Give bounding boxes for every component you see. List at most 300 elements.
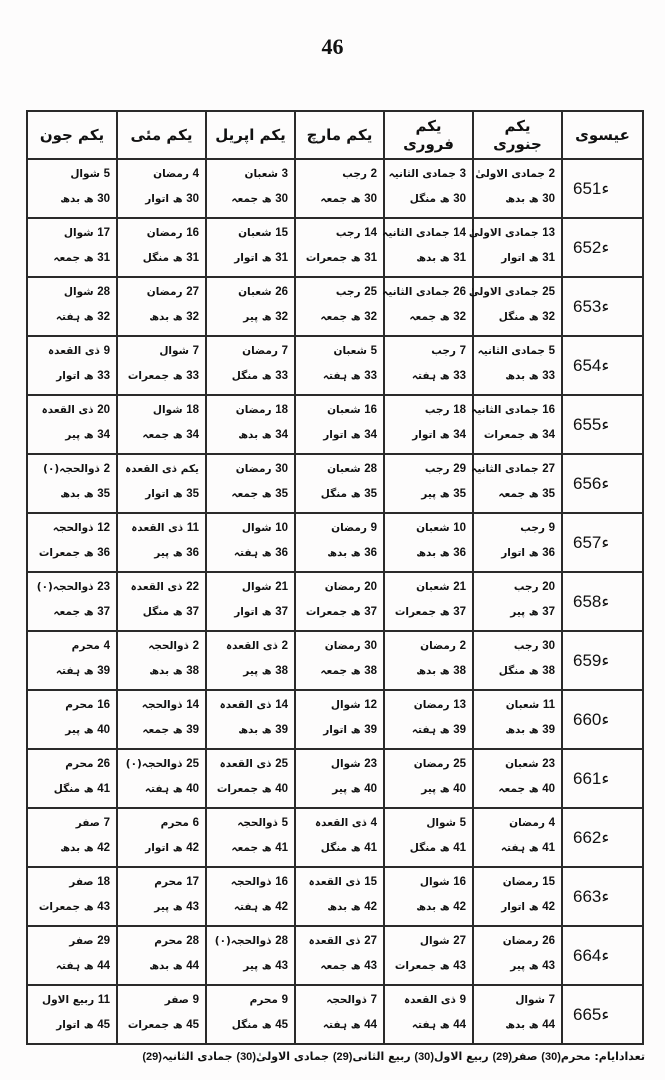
hijri-month: رجب bbox=[335, 227, 361, 239]
date-cell-inner bbox=[207, 809, 294, 866]
year-cell-inner bbox=[563, 514, 642, 571]
date-cell-inner bbox=[28, 632, 116, 689]
weekday: اتوار bbox=[56, 370, 81, 382]
date-cell bbox=[117, 513, 206, 572]
weekday: اتوار bbox=[145, 193, 170, 205]
hijri-year-number: 42 bbox=[275, 901, 288, 913]
hijri-month: ذی القعدہ bbox=[308, 876, 361, 888]
weekday-line: 35 ھ منگل bbox=[320, 488, 377, 500]
hijri-year-number: 41 bbox=[542, 842, 555, 854]
hijri-day-number: 27 bbox=[364, 935, 377, 947]
date-cell-inner bbox=[118, 160, 205, 217]
weekday-line: 44 ھ ہفتہ bbox=[411, 1019, 466, 1031]
weekday-line: 39 ھ بدھ bbox=[505, 724, 555, 736]
year-cell-inner bbox=[563, 455, 642, 512]
date-cell bbox=[473, 926, 562, 985]
table-row bbox=[27, 277, 643, 336]
weekday: جمعہ bbox=[498, 783, 526, 795]
year-cell-inner bbox=[563, 573, 642, 630]
date-cell bbox=[27, 336, 117, 395]
date-cell bbox=[27, 631, 117, 690]
hijri-day-number: 23 bbox=[97, 581, 110, 593]
hijri-month: شعبان bbox=[505, 758, 539, 770]
hijri-date-line bbox=[475, 168, 555, 180]
footer-days: (30) bbox=[414, 1051, 434, 1063]
weekday-line: 36 ھ ہفتہ bbox=[233, 547, 288, 559]
hijri-day-number: 9 bbox=[103, 345, 110, 357]
hijri-date-line bbox=[124, 699, 199, 711]
hijri-day-number: 9 bbox=[459, 994, 466, 1006]
hijri-day-number: 29 bbox=[97, 935, 110, 947]
date-cell bbox=[117, 631, 206, 690]
date-cell-inner bbox=[207, 927, 294, 984]
date-cell bbox=[468, 277, 562, 336]
footer-days: (30) bbox=[236, 1051, 256, 1063]
weekday: منگل bbox=[498, 665, 526, 677]
hijri-day-number: 2 bbox=[370, 168, 377, 180]
date-cell-inner bbox=[471, 455, 561, 512]
hijri-day-number: 17 bbox=[186, 876, 199, 888]
hijri-day-number: 11 bbox=[542, 699, 555, 711]
table-row bbox=[27, 690, 643, 749]
date-cell-inner bbox=[471, 396, 561, 453]
year-label: 655ء bbox=[573, 415, 610, 434]
date-cell bbox=[295, 513, 384, 572]
hijri-day-number: 2 bbox=[281, 640, 288, 652]
hijri-date-line bbox=[213, 168, 288, 180]
hijri-day-number: 5 bbox=[459, 817, 466, 829]
hijri-day-number: 5 bbox=[548, 345, 555, 357]
date-cell bbox=[27, 749, 117, 808]
date-cell bbox=[473, 985, 562, 1044]
year-label: 660ء bbox=[573, 710, 610, 729]
date-cell-inner bbox=[385, 396, 472, 453]
footer-month: جمادی الثانیہ bbox=[161, 1050, 233, 1063]
weekday: پیر bbox=[332, 783, 348, 795]
weekday-line: 45 ھ جمعرات bbox=[127, 1019, 199, 1031]
hijri-month: رمضان bbox=[146, 227, 183, 239]
hijri-year-number: 31 bbox=[97, 252, 110, 264]
weekday-line: 40 ھ پیر bbox=[421, 783, 466, 795]
hijri-month: شوال bbox=[70, 168, 100, 180]
year-label: 658ء bbox=[573, 592, 610, 611]
hijri-date-line bbox=[213, 404, 288, 416]
hijri-month: محرم bbox=[154, 935, 183, 947]
hijri-year-number: 34 bbox=[542, 429, 555, 441]
date-cell-inner bbox=[28, 455, 116, 512]
date-cell-inner bbox=[28, 750, 116, 807]
header-row bbox=[27, 111, 643, 159]
hijri-date-line bbox=[34, 640, 110, 652]
calendar-table bbox=[26, 110, 644, 1045]
year-cell bbox=[562, 808, 643, 867]
hijri-month: ذی القعدہ bbox=[315, 817, 367, 829]
date-cell-inner bbox=[118, 337, 205, 394]
hijri-month: شعبان bbox=[238, 227, 272, 239]
weekday: بدھ bbox=[327, 547, 348, 559]
hijri-day-number: 4 bbox=[370, 817, 377, 829]
hijri-date-line bbox=[468, 286, 555, 298]
weekday-line: 44 ھ بدھ bbox=[505, 1019, 555, 1031]
date-cell-inner bbox=[28, 160, 116, 217]
hijri-year-number: 44 bbox=[97, 960, 110, 972]
hijri-day-number: 12 bbox=[97, 522, 110, 534]
hijri-month: صفر bbox=[69, 935, 94, 947]
weekday-line: 30 ھ منگل bbox=[409, 193, 466, 205]
date-cell bbox=[295, 572, 384, 631]
hijri-year-number: 35 bbox=[186, 488, 199, 500]
hijri-date-line bbox=[34, 404, 110, 416]
hijri-year-number: 40 bbox=[275, 783, 288, 795]
date-cell bbox=[117, 159, 206, 218]
hijri-year-number: 44 bbox=[186, 960, 199, 972]
weekday: بدھ bbox=[60, 193, 81, 205]
date-cell bbox=[27, 218, 117, 277]
hijri-day-number: 14 bbox=[186, 699, 199, 711]
hijri-date-line bbox=[468, 227, 555, 239]
weekday: اتوار bbox=[234, 606, 259, 618]
weekday-line: 37 ھ اتوار bbox=[234, 606, 288, 618]
hijri-month: رمضان bbox=[509, 817, 545, 829]
weekday-line: 37 ھ جمعرات bbox=[305, 606, 377, 618]
date-cell-inner bbox=[28, 514, 116, 571]
hijri-date-line bbox=[302, 817, 377, 829]
hijri-day-number: 18 bbox=[97, 876, 110, 888]
year-cell-inner bbox=[563, 396, 642, 453]
date-cell-inner bbox=[474, 632, 561, 689]
hijri-date-line bbox=[213, 994, 288, 1006]
date-cell-inner bbox=[385, 160, 472, 217]
date-cell bbox=[27, 985, 117, 1044]
weekday: بدھ bbox=[416, 252, 437, 264]
hijri-year-number: 37 bbox=[364, 606, 377, 618]
weekday-line: 41 ھ جمعہ bbox=[231, 842, 288, 854]
date-cell bbox=[27, 277, 117, 336]
date-cell-inner bbox=[385, 691, 472, 748]
hijri-month: رجب bbox=[424, 463, 450, 475]
year-label: 665ء bbox=[573, 1005, 610, 1024]
date-cell bbox=[206, 985, 295, 1044]
weekday-line: 43 ھ پیر bbox=[243, 960, 288, 972]
weekday: منگل bbox=[320, 488, 348, 500]
date-cell-inner bbox=[118, 986, 205, 1043]
weekday: پیر bbox=[510, 606, 526, 618]
hijri-year-number: 36 bbox=[453, 547, 466, 559]
hijri-month: ذوالحجہ bbox=[326, 994, 367, 1006]
weekday-line: 34 ھ جمعہ bbox=[142, 429, 199, 441]
hijri-day-number: 5 bbox=[370, 345, 377, 357]
year-cell-inner bbox=[563, 160, 642, 217]
date-cell bbox=[27, 513, 117, 572]
weekday-line: 37 ھ جمعرات bbox=[394, 606, 466, 618]
hijri-year-number: 38 bbox=[364, 665, 377, 677]
hijri-month: محرم bbox=[154, 876, 183, 888]
date-cell bbox=[384, 926, 473, 985]
hijri-year-number: 38 bbox=[186, 665, 199, 677]
hijri-day-number: 25 bbox=[275, 758, 288, 770]
weekday: ہفتہ bbox=[55, 665, 81, 677]
date-cell-inner bbox=[28, 337, 116, 394]
hijri-month: شوال bbox=[63, 286, 94, 298]
weekday: منگل bbox=[498, 311, 526, 323]
year-cell bbox=[562, 690, 643, 749]
hijri-day-number: 23 bbox=[364, 758, 377, 770]
hijri-day-number: 30 bbox=[364, 640, 377, 652]
weekday: پیر bbox=[154, 901, 170, 913]
hijri-year-number: 35 bbox=[275, 488, 288, 500]
hijri-date-line bbox=[302, 345, 377, 357]
hijri-month: شوال bbox=[419, 876, 450, 888]
hijri-month: محرم bbox=[160, 817, 189, 829]
date-cell bbox=[206, 513, 295, 572]
weekday: پیر bbox=[243, 665, 259, 677]
hijri-month: شوال bbox=[63, 227, 94, 239]
year-cell-inner bbox=[563, 691, 642, 748]
date-cell-inner bbox=[28, 986, 116, 1043]
year-cell-inner bbox=[563, 219, 642, 276]
hijri-day-number: 7 bbox=[103, 817, 110, 829]
hijri-year-number: 39 bbox=[542, 724, 555, 736]
year-cell-inner bbox=[563, 632, 642, 689]
hijri-month: ذوالحجہ(٠) bbox=[43, 463, 100, 475]
hijri-date-line bbox=[302, 227, 377, 239]
weekday-line: 43 ھ جمعرات bbox=[38, 901, 110, 913]
hijri-month: رمضان bbox=[235, 463, 272, 475]
date-cell bbox=[384, 867, 473, 926]
table-row bbox=[27, 336, 643, 395]
column-header: عیسوی bbox=[562, 111, 643, 159]
weekday: جمعرات bbox=[127, 370, 170, 382]
hijri-date-line bbox=[124, 522, 199, 534]
date-cell bbox=[384, 985, 473, 1044]
hijri-year-number: 32 bbox=[453, 311, 466, 323]
date-cell-inner bbox=[207, 750, 294, 807]
hijri-day-number: 28 bbox=[186, 935, 199, 947]
column-header: یکم فروری bbox=[384, 111, 473, 159]
hijri-year-number: 37 bbox=[186, 606, 199, 618]
date-cell bbox=[206, 867, 295, 926]
weekday-line: 37 ھ پیر bbox=[510, 606, 555, 618]
weekday: ہفتہ bbox=[55, 311, 81, 323]
year-cell bbox=[562, 159, 643, 218]
date-cell-inner bbox=[118, 455, 205, 512]
date-cell-inner bbox=[296, 868, 383, 925]
date-cell bbox=[473, 513, 562, 572]
hijri-day-number: 16 bbox=[186, 227, 199, 239]
weekday-line: 43 ھ پیر bbox=[154, 901, 199, 913]
hijri-day-number: 21 bbox=[453, 581, 466, 593]
hijri-day-number: 23 bbox=[542, 758, 555, 770]
weekday: جمعرات bbox=[305, 606, 348, 618]
hijri-date-line bbox=[213, 286, 288, 298]
weekday: پیر bbox=[65, 724, 81, 736]
date-cell bbox=[384, 159, 473, 218]
hijri-date-line bbox=[34, 758, 110, 770]
hijri-year-number: 33 bbox=[542, 370, 555, 382]
hijri-day-number: 4 bbox=[192, 168, 199, 180]
hijri-day-number: 27 bbox=[542, 463, 555, 475]
hijri-year-number: 37 bbox=[97, 606, 110, 618]
weekday: منگل bbox=[142, 606, 170, 618]
hijri-day-number: 5 bbox=[103, 168, 110, 180]
hijri-month: رجب bbox=[335, 286, 361, 298]
weekday: جمعہ bbox=[231, 842, 259, 854]
hijri-date-line bbox=[391, 522, 466, 534]
hijri-month: شوال bbox=[241, 522, 272, 534]
hijri-month: ربیع الاول bbox=[42, 994, 95, 1006]
weekday: جمعرات bbox=[394, 606, 437, 618]
hijri-month: ذی القعدہ bbox=[41, 404, 94, 416]
weekday-line: 38 ھ پیر bbox=[243, 665, 288, 677]
weekday-line: 35 ھ جمعہ bbox=[498, 488, 555, 500]
table-body bbox=[27, 159, 643, 1044]
date-cell bbox=[206, 808, 295, 867]
date-cell-inner bbox=[296, 219, 383, 276]
date-cell-inner bbox=[296, 514, 383, 571]
hijri-year-number: 45 bbox=[186, 1019, 199, 1031]
column-header: یکم اپریل bbox=[206, 111, 295, 159]
date-cell bbox=[27, 926, 117, 985]
date-cell bbox=[117, 985, 206, 1044]
hijri-year-number: 39 bbox=[453, 724, 466, 736]
hijri-date-line bbox=[124, 935, 199, 947]
date-cell bbox=[384, 572, 473, 631]
column-header: یکم مارچ bbox=[295, 111, 384, 159]
date-cell-inner bbox=[296, 809, 383, 866]
weekday: ہفتہ bbox=[411, 370, 437, 382]
hijri-month: جمادی الثانیہ bbox=[388, 168, 456, 180]
weekday-line: 34 ھ جمعرات bbox=[483, 429, 555, 441]
hijri-date-line bbox=[302, 640, 377, 652]
hijri-day-number: 14 bbox=[364, 227, 377, 239]
hijri-month: ذی القعدہ bbox=[404, 994, 456, 1006]
weekday: بدھ bbox=[505, 724, 526, 736]
date-cell bbox=[117, 867, 206, 926]
hijri-year-number: 43 bbox=[364, 960, 377, 972]
year-cell bbox=[562, 631, 643, 690]
hijri-year-number: 36 bbox=[542, 547, 555, 559]
date-cell bbox=[384, 513, 473, 572]
weekday-line: 41 ھ منگل bbox=[53, 783, 110, 795]
date-cell bbox=[295, 454, 384, 513]
hijri-date-line bbox=[480, 758, 555, 770]
year-cell-inner bbox=[563, 337, 642, 394]
hijri-year-number: 36 bbox=[186, 547, 199, 559]
year-cell bbox=[562, 336, 643, 395]
hijri-month: ذی القعدہ bbox=[308, 935, 361, 947]
date-cell-inner bbox=[468, 278, 561, 335]
date-cell-inner bbox=[28, 219, 116, 276]
hijri-month: شعبان bbox=[416, 522, 450, 534]
weekday-line: 43 ھ جمعرات bbox=[394, 960, 466, 972]
weekday-line: 40 ھ پیر bbox=[332, 783, 377, 795]
hijri-day-number: 10 bbox=[275, 522, 288, 534]
date-cell bbox=[117, 926, 206, 985]
date-cell-inner bbox=[474, 573, 561, 630]
date-cell-inner bbox=[474, 986, 561, 1043]
date-cell bbox=[117, 690, 206, 749]
weekday-line: 33 ھ ہفتہ bbox=[322, 370, 377, 382]
year-label: 651ء bbox=[573, 179, 610, 198]
hijri-month: صفر bbox=[69, 876, 94, 888]
hijri-month: شوال bbox=[159, 345, 189, 357]
weekday-line: 41 ھ ہفتہ bbox=[500, 842, 555, 854]
hijri-date-line bbox=[480, 640, 555, 652]
hijri-month: شوال bbox=[419, 935, 450, 947]
hijri-date-line bbox=[391, 758, 466, 770]
weekday: ہفتہ bbox=[322, 370, 348, 382]
date-cell-inner bbox=[207, 278, 294, 335]
weekday: پیر bbox=[421, 783, 437, 795]
weekday: جمعہ bbox=[498, 488, 526, 500]
weekday-line: 36 ھ جمعرات bbox=[38, 547, 110, 559]
year-cell bbox=[562, 513, 643, 572]
date-cell-inner bbox=[468, 219, 561, 276]
hijri-date-line bbox=[302, 522, 377, 534]
hijri-date-line bbox=[34, 935, 110, 947]
hijri-date-line bbox=[213, 345, 288, 357]
hijri-year-number: 40 bbox=[97, 724, 110, 736]
hijri-month: رجب bbox=[513, 581, 539, 593]
hijri-year-number: 35 bbox=[453, 488, 466, 500]
weekday-line: 31 ھ جمعرات bbox=[305, 252, 377, 264]
hijri-month: رمضان bbox=[413, 758, 450, 770]
weekday-line: 31 ھ اتوار bbox=[501, 252, 555, 264]
hijri-year-number: 42 bbox=[97, 842, 110, 854]
date-cell-inner bbox=[118, 219, 205, 276]
weekday-line: 40 ھ جمعہ bbox=[498, 783, 555, 795]
hijri-month: محرم bbox=[65, 758, 94, 770]
table-row bbox=[27, 808, 643, 867]
weekday: پیر bbox=[243, 311, 259, 323]
hijri-day-number: 25 bbox=[542, 286, 555, 298]
hijri-date-line bbox=[302, 286, 377, 298]
weekday: جمعرات bbox=[305, 252, 348, 264]
date-cell bbox=[473, 572, 562, 631]
date-cell bbox=[295, 690, 384, 749]
hijri-month: ذوالحجہ bbox=[148, 640, 189, 652]
weekday: جمعہ bbox=[409, 311, 437, 323]
weekday-line: 39 ھ ہفتہ bbox=[411, 724, 466, 736]
year-label: 652ء bbox=[573, 238, 610, 257]
weekday: بدھ bbox=[149, 665, 170, 677]
hijri-date-line bbox=[124, 758, 199, 770]
hijri-day-number: 20 bbox=[97, 404, 110, 416]
weekday-line: 31 ھ منگل bbox=[142, 252, 199, 264]
year-cell-inner bbox=[563, 986, 642, 1043]
hijri-year-number: 45 bbox=[97, 1019, 110, 1031]
hijri-date-line bbox=[213, 699, 288, 711]
table-row bbox=[27, 926, 643, 985]
hijri-date-line bbox=[480, 935, 555, 947]
hijri-day-number: 17 bbox=[97, 227, 110, 239]
weekday: ہفتہ bbox=[55, 960, 81, 972]
hijri-month: شوال bbox=[241, 581, 272, 593]
hijri-year-number: 30 bbox=[186, 193, 199, 205]
date-cell-inner bbox=[385, 927, 472, 984]
weekday-line: 35 ھ بدھ bbox=[60, 488, 110, 500]
hijri-year-number: 36 bbox=[97, 547, 110, 559]
weekday: پیر bbox=[243, 960, 259, 972]
weekday-line: 35 ھ اتوار bbox=[145, 488, 199, 500]
year-cell bbox=[562, 277, 643, 336]
hijri-month: محرم bbox=[65, 699, 94, 711]
weekday-line: 39 ھ بدھ bbox=[238, 724, 288, 736]
date-cell bbox=[117, 808, 206, 867]
weekday: جمعہ bbox=[53, 606, 81, 618]
hijri-year-number: 42 bbox=[453, 901, 466, 913]
weekday: جمعرات bbox=[38, 547, 81, 559]
